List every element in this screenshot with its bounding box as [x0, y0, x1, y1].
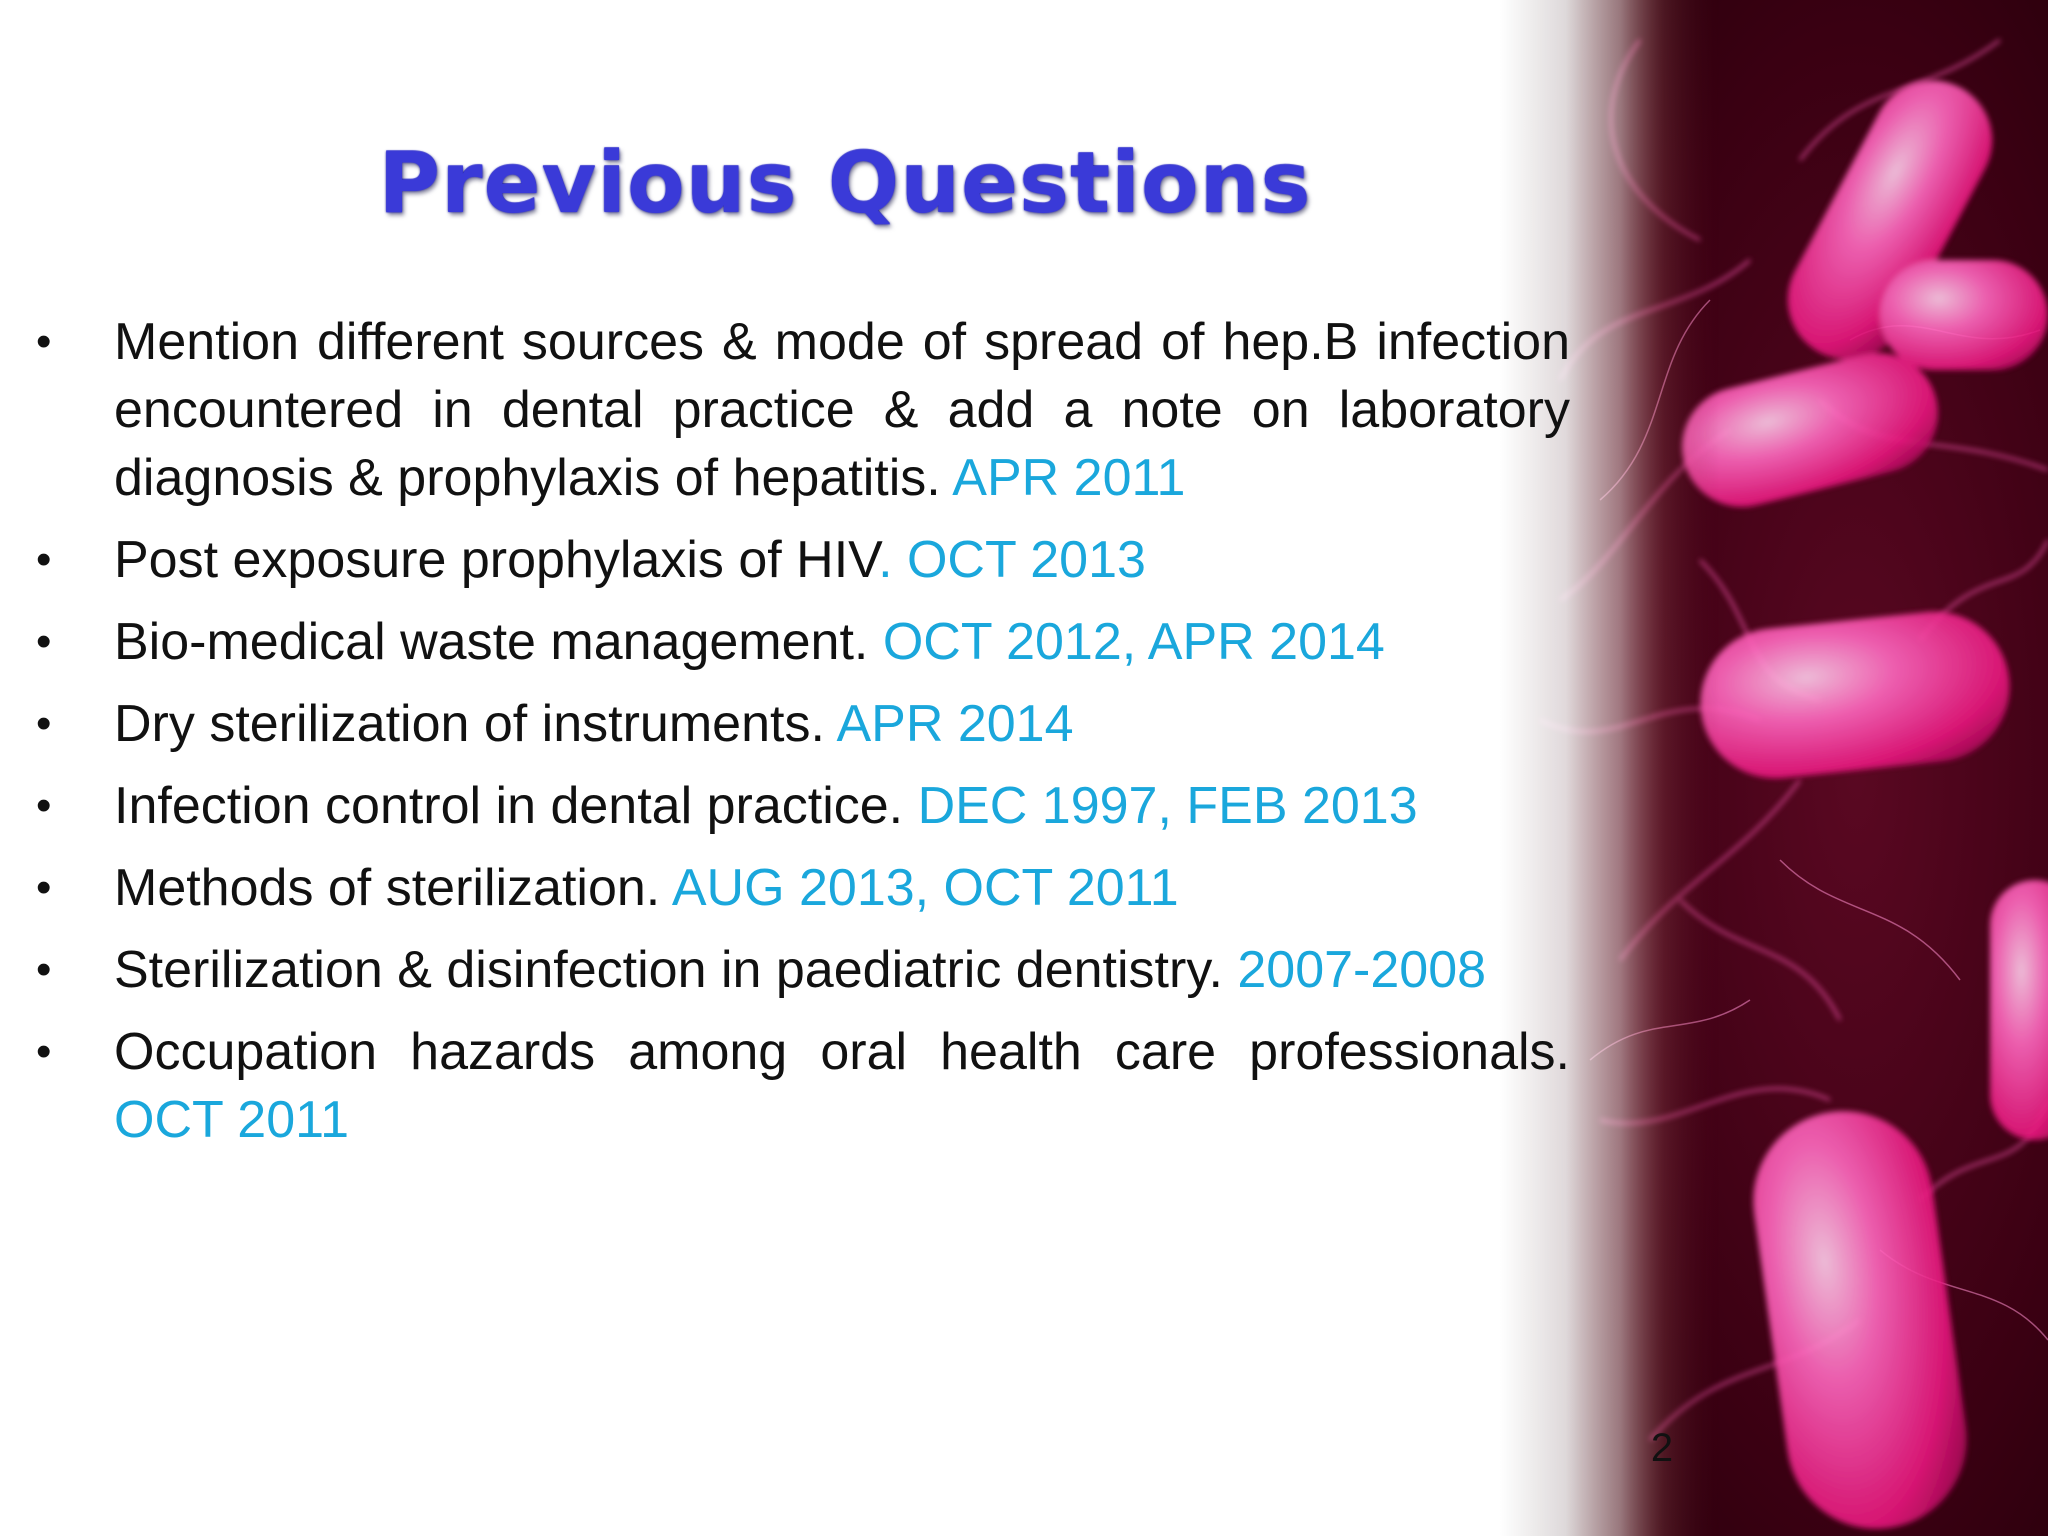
question-text: Bio-medical waste management. OCT 2012, APR 2014	[114, 613, 1385, 671]
list-item	[32, 608, 1540, 676]
question-dates: AUG 2013, OCT 2011	[671, 859, 1179, 917]
list-item	[32, 308, 1570, 512]
page-number: 2	[1650, 1426, 1674, 1470]
question-text: Dry sterilization of instruments. APR 2014	[114, 695, 1074, 753]
question-dates: OCT 2012, APR 2014	[882, 613, 1385, 671]
question-text: Mention different sources & mode of spread of hep.B infection encountered in dental practice & add a note on laboratory diagnosis & prophylaxis of hepatitis. APR 2011	[114, 313, 1570, 507]
question-text: Methods of sterilization. AUG 2013, OCT 2011	[114, 859, 1179, 917]
list-item	[32, 854, 1540, 922]
list-item	[32, 1018, 1570, 1154]
bullet-icon: •	[36, 945, 52, 994]
list-item	[32, 526, 1540, 594]
list-item	[32, 936, 1540, 1004]
bullet-icon: •	[36, 617, 52, 666]
bullet-icon: •	[36, 535, 52, 584]
question-dates: APR 2011	[952, 449, 1186, 507]
question-text: Post exposure prophylaxis of HIV. OCT 2013	[114, 531, 1146, 589]
bullet-icon: •	[36, 863, 52, 912]
question-dates: . OCT 2013	[878, 531, 1146, 589]
question-list	[32, 308, 1570, 1168]
bullet-icon: •	[36, 1027, 52, 1076]
bullet-icon: •	[36, 699, 52, 748]
slide-title: Previous Questions	[378, 134, 1312, 233]
question-text: Sterilization & disinfection in paediatric dentistry. 2007-2008	[114, 941, 1487, 999]
question-dates: APR 2014	[836, 695, 1074, 753]
question-dates: DEC 1997, FEB 2013	[917, 777, 1418, 835]
question-dates: OCT 2011	[114, 1091, 350, 1149]
list-item	[32, 772, 1540, 840]
bullet-icon: •	[36, 317, 52, 366]
bullet-icon: •	[36, 781, 52, 830]
question-text: Occupation hazards among oral health care professionals. OCT 2011	[114, 1023, 1570, 1149]
list-item	[32, 690, 1540, 758]
question-text: Infection control in dental practice. DEC 1997, FEB 2013	[114, 777, 1418, 835]
question-dates: 2007-2008	[1237, 941, 1487, 999]
